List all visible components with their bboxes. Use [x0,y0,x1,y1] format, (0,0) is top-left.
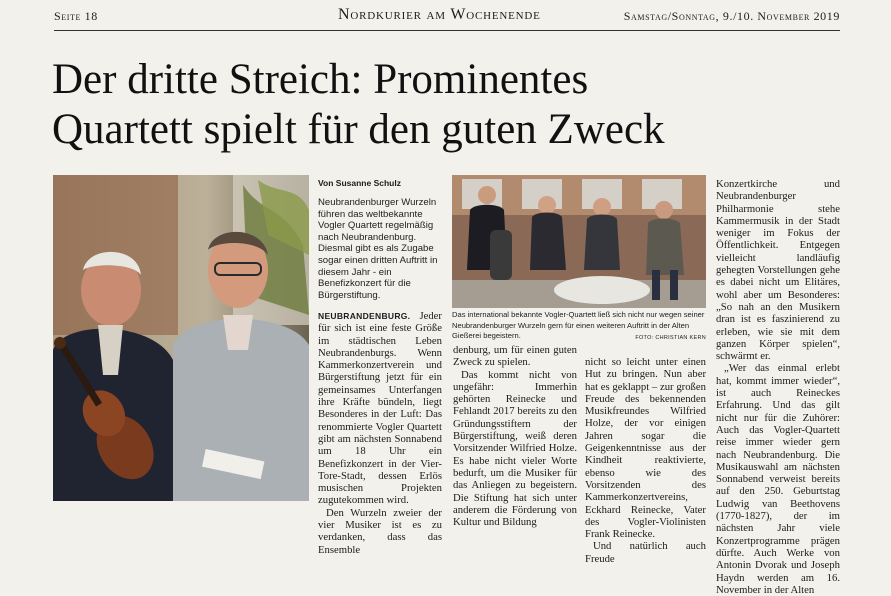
column-2-text-continued: Den Wurzeln zweier der vier Musiker ist es zu verdanken, dass das Ensemble [318,506,442,556]
column-5-paragraph-1: Konzertkirche und Neubrandenburger Philharmonie stehe Kammermusik in der Stadt weniger im Fokus der Öffentlichkeit. Entgegen vielleicht landläufig gehegten Vorstellungen gehe es dabei nicht um Elitäres, wohl aber um Besonderes: „So nah an den Musikern dran ist es faszinierend zu erleben, wie sie mit dem ganzen Körper spielen“, schwärmt er. [716,178,840,363]
headline-line-1: Der dritte Streich: Prominentes [52,56,589,103]
column-4-text-continued: Und natürlich auch Freude [585,540,706,565]
dateline: NEUBRANDENBURG. [318,311,411,321]
newspaper-masthead: Nordkurier am Wochenende [338,6,541,23]
intro-text: Neubrandenburger Wurzeln führen das weltbekannte Vogler Quartett regelmäßig nach Neubrandenburg. Diesmal gibt es als Zugabe sogar einen dritten Auftritt in diesem Jahr - ein Benefizkonzert für die Bürgerstiftung. [318,197,438,301]
column-2-text: Jeder für sich ist eine feste Größe im städtischen Leben Neubrandenburgs. Wenn Kammerkonzertverein und Bürgerstiftung jetzt für ein gemeinsames Unterfangen ihre Kräfte bündeln, liegt Besonderes in der Luft: Das renommierte Vogler Quartett gibt am nächsten Sonnabend um 18 Uhr ein Benefizkonzert in der Vier-Tore-Stadt, dessen Erlös musischen Projekten zugutekommen wird. [318,310,442,507]
headline [52,55,852,155]
issue-date: Samstag/Sonntag, 9./10. November 2019 [623,9,840,23]
photo-vogler-quartet [452,175,706,308]
page-number: Seite 18 [54,9,98,23]
photo-credit: FOTO: CHRISTIAN KERN [635,335,706,341]
header-rule [54,30,840,31]
article-column-2 [318,310,442,556]
article-intro-column [318,178,442,301]
byline: Von Susanne Schulz [318,178,401,188]
photo-two-men-with-violin [53,175,309,501]
article-column-4 [585,356,706,565]
column-5-paragraph-2: „Wer das einmal erlebt hat, kommt immer wieder“, ist auch Reineckes Erfahrung. Und das gilt nicht nur für die Zuhörer: Auch das Vogler-Quartett reise immer wieder gern nach Neubrandenburg. Die Musikauswahl am nächsten Sonnabend verweist bereits auf den 250. Geburtstag Ludwig van Beethovens (1770-1827), der im nächsten Jahr viele Konzertprogramme prägen dürfte. Auch Werke von Antonin Dvorak und Joseph Haydn werden am 16. November in der Alten [716,362,840,596]
column-4-text: nicht so leicht unter einen Hut zu bringen. Nun aber hat es geklappt – zur großen Freude des bekennenden Musikfreundes Wilfried Holze, der vor einigen Jahren sogar die Geigenkenntnisse aus der Kindheit reaktivierte, ebenso wie des Vorsitzenden des Kammerkonzertvereins, Eckhard Reinecke, Vater des Vogler-Violinisten Frank Reinecke. [585,356,706,541]
article-column-3 [453,344,577,529]
photo-caption [452,310,706,344]
column-3-paragraph-1: denburg, um für einen guten Zweck zu spielen. [453,344,577,369]
column-3-paragraph-2: Das kommt nicht von ungefähr: Immerhin gehörten Reinecke und Fehlandt 2017 bereits zu den Gründungsstiftern der Bürgerstiftung, weiß deren Vorsitzender Wilfried Holze. Es habe nicht vieler Worte bedurft, um die Musiker für das Anliegen zu begeistern. Die Stiftung hat sich unter anderem die Förderung von Kultur und Bildung [453,368,577,529]
headline-line-2: Quartett spielt für den guten Zweck [52,106,665,153]
caption-text: Das international bekannte Vogler-Quartett ließ sich nicht nur wegen seiner Neubrandenburger Wurzeln gern für einen weiteren Auftritt in der Alten Gießerei begeistern. [452,310,705,340]
article-column-5 [716,178,840,596]
